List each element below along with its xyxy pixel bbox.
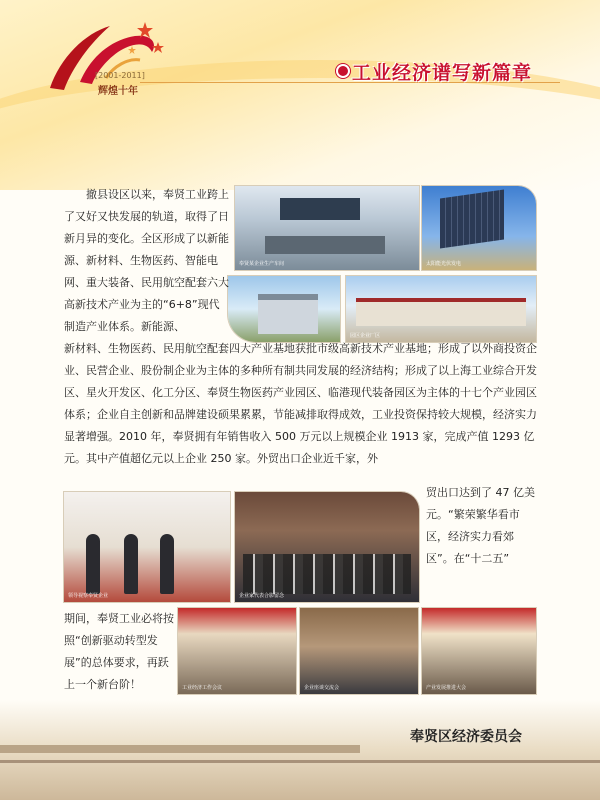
photo-meeting-2 <box>300 608 418 694</box>
page-title: 工业经济谱写新篇章 <box>352 62 533 84</box>
photo-solar-panels <box>422 186 536 270</box>
photo-caption: 奉贤某企业生产车间 <box>239 261 285 267</box>
title-bullet-icon <box>336 64 350 78</box>
photo-leaders-visit <box>64 492 230 602</box>
organization-signature: 奉贤区经济委员会 <box>410 729 522 745</box>
photo-caption: 企业家代表合影留念 <box>239 593 285 599</box>
photo-meeting-1 <box>178 608 296 694</box>
photo-group-portrait <box>235 492 419 602</box>
horizon-line <box>0 760 600 763</box>
photo-caption: 太阳能光伏发电 <box>426 261 462 267</box>
logo-text: 辉煌十年 <box>98 86 138 97</box>
photo-caption: 企业座谈交流会 <box>304 685 340 691</box>
photo-meeting-3 <box>422 608 536 694</box>
logo-years: [2001-2011] <box>95 71 145 80</box>
body-paragraph-wrapped: 撤县设区以来，奉贤工业跨上了又好又快发展的轨道，取得了日新月异的变化。全区形成了以新能源、新材料、生物医药、智能电网、重大装备、民用航空配套六大高新技术产业为主的“6+8”现代制造产业体系。新能源、 <box>64 188 229 333</box>
photo-office-building <box>228 276 340 342</box>
body-paragraph-right: 贸出口达到了 47 亿美元。“繁荣繁华看市区，经济实力看郊区”。在“十二五” <box>426 486 535 565</box>
photo-caption: 工业经济工作会议 <box>182 685 223 691</box>
photo-caption: 领导视察奉贤企业 <box>68 593 109 599</box>
photo-caption: 园区企业厂区 <box>350 333 381 339</box>
photo-factory-floor <box>235 186 419 270</box>
photo-caption: 产业发展推进大会 <box>426 685 467 691</box>
body-paragraph-full: 新材料、生物医药、民用航空配套四大产业基地获批市级高新技术产业基地；形成了以外商投资企业、民营企业、股份制企业为主体的多种所有制共同发展的经济结构；形成了以上海工业综合开发区、星火开发区、化工分区、奉贤生物医药产业园区、临港现代装备园区为主体的十七个产业园区体系；企业自主创新和品牌建设硕果累累，节能减排取得成效，工业投资保持较大规模，经济实力显著增强。2010 年，奉贤拥有年销售收入 500 万元以上规模企业 1913 家，完成产值 1293 亿元。其中产值超亿元以上企业 250 家。外贸出口企业近千家，外 <box>64 342 537 465</box>
body-paragraph-left: 期间，奉贤工业必将按照“创新驱动转型发展”的总体要求，再跃上一个新台阶！ <box>64 612 174 691</box>
photo-industrial-campus <box>346 276 536 342</box>
bridge-silhouette <box>0 745 360 753</box>
